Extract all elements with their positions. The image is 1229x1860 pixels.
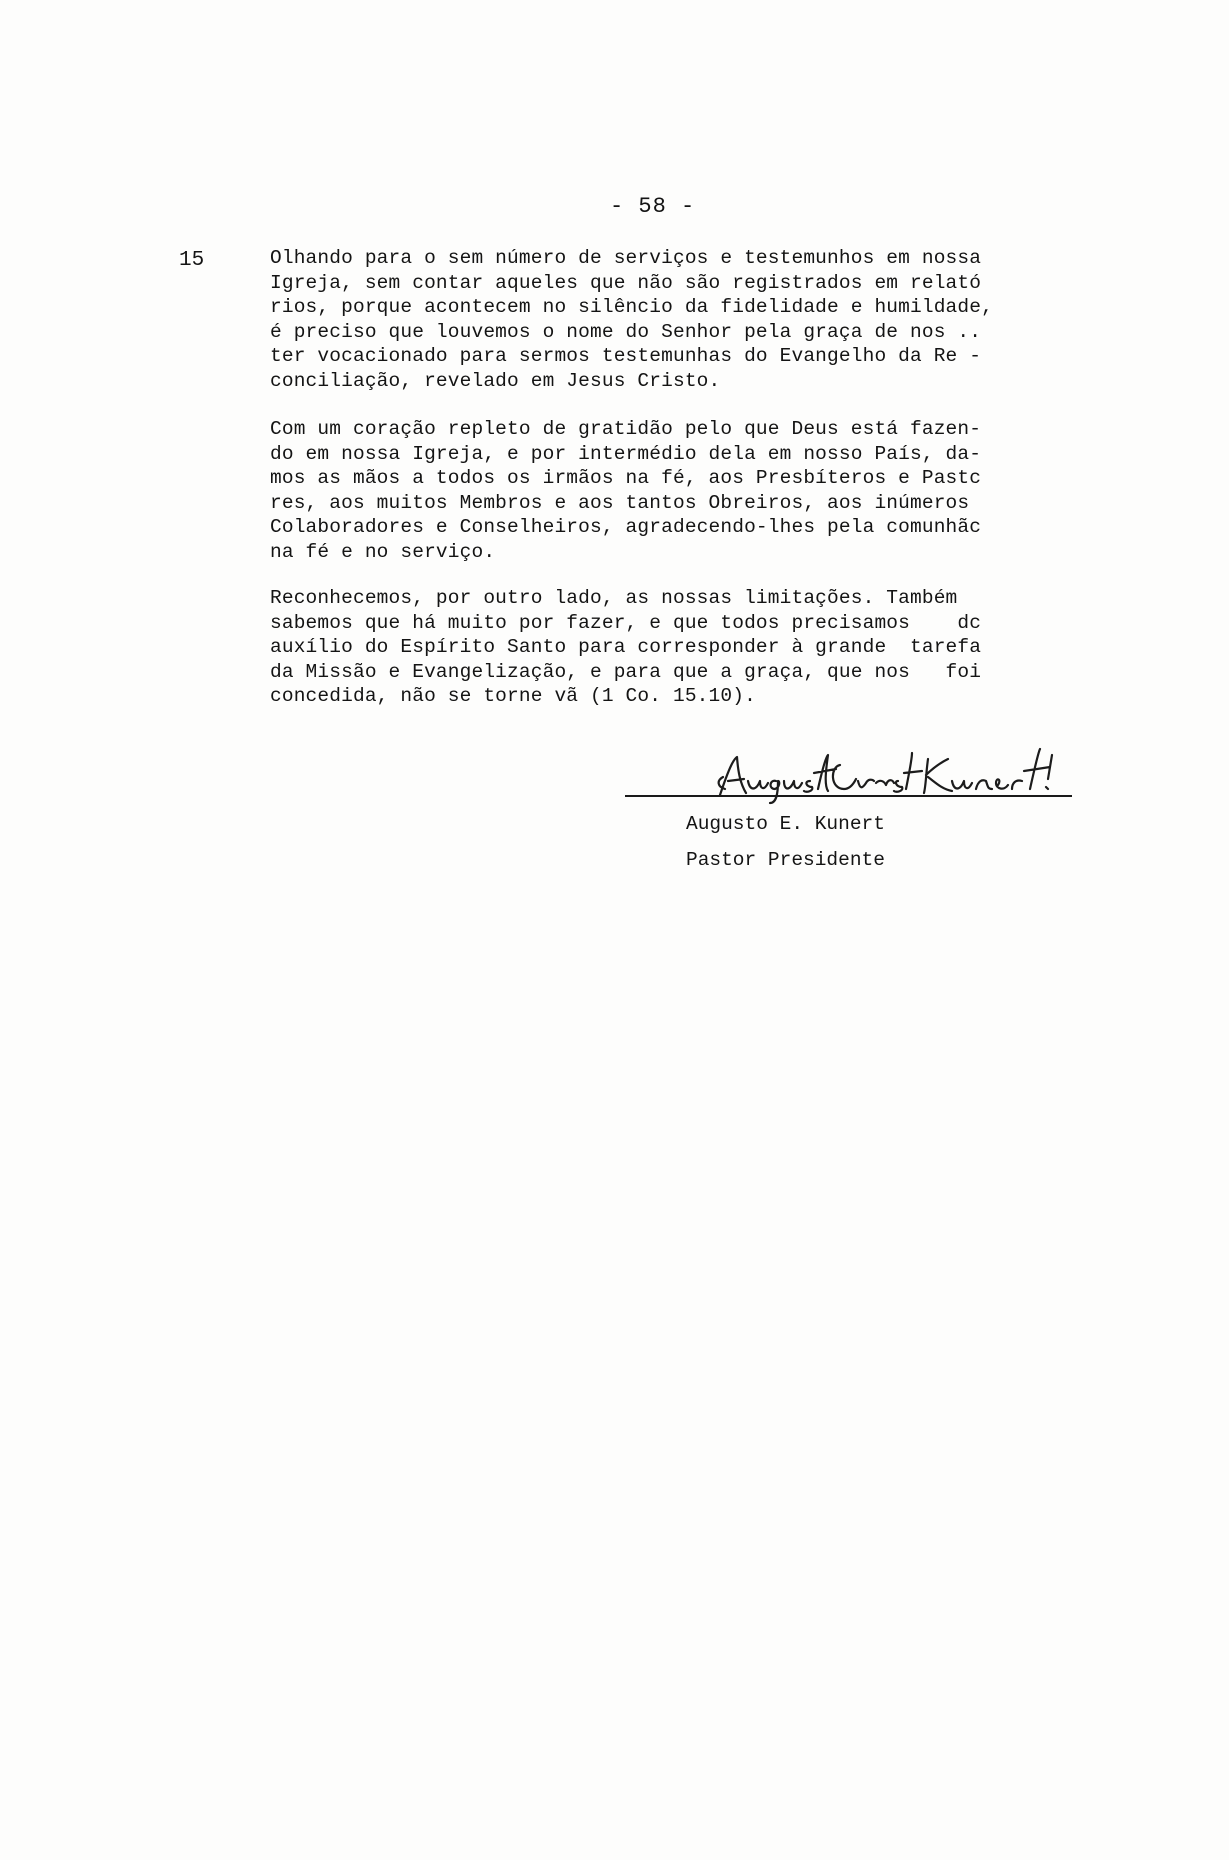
- page-number: - 58 -: [610, 194, 696, 219]
- signer-block: [686, 806, 885, 878]
- text-line: da Missão e Evangelização, e para que a graça, que nos foi: [270, 660, 982, 683]
- paragraph-3: [270, 586, 981, 709]
- signature-line: [625, 795, 1072, 797]
- paragraph-2: [270, 417, 981, 565]
- text-line: rios, porque acontecem no silêncio da fidelidade e humildade,: [270, 296, 993, 319]
- text-line: res, aos muitos Membros e aos tantos Obreiros, aos inúmeros: [270, 491, 970, 514]
- text-line: Colaboradores e Conselheiros, agradecendo-lhes pela comunhãc: [270, 516, 982, 539]
- text-line: ter vocacionado para sermos testemunhas do Evangelho da Re -: [270, 345, 982, 368]
- text-line: auxílio do Espírito Santo para corresponder à grande tarefa: [270, 636, 982, 659]
- text-line: concedida, não se torne vã (1 Co. 15.10).: [270, 685, 756, 708]
- text-line: do em nossa Igreja, e por intermédio dela em nosso País, da-: [270, 442, 982, 465]
- paragraph-1: [270, 246, 993, 394]
- signer-title: Pastor Presidente: [686, 849, 885, 871]
- text-line: Com um coração repleto de gratidão pelo que Deus está fazen-: [270, 418, 982, 440]
- text-line: Reconhecemos, por outro lado, as nossas limitações. Também: [270, 587, 958, 609]
- text-line: Olhando para o sem número de serviços e testemunhos em nossa: [270, 247, 982, 269]
- text-line: Igreja, sem contar aqueles que não são registrados em relató: [270, 271, 982, 294]
- text-line: mos as mãos a todos os irmãos na fé, aos Presbíteros e Pastc: [270, 467, 982, 490]
- text-line: é preciso que louvemos o nome do Senhor pela graça de nos ..: [270, 320, 982, 343]
- signer-name: Augusto E. Kunert: [686, 813, 885, 835]
- section-number: 15: [179, 249, 205, 272]
- text-line: na fé e no serviço.: [270, 540, 496, 563]
- text-line: conciliação, revelado em Jesus Cristo.: [270, 369, 721, 392]
- text-line: sabemos que há muito por fazer, e que todos precisamos dc: [270, 611, 982, 634]
